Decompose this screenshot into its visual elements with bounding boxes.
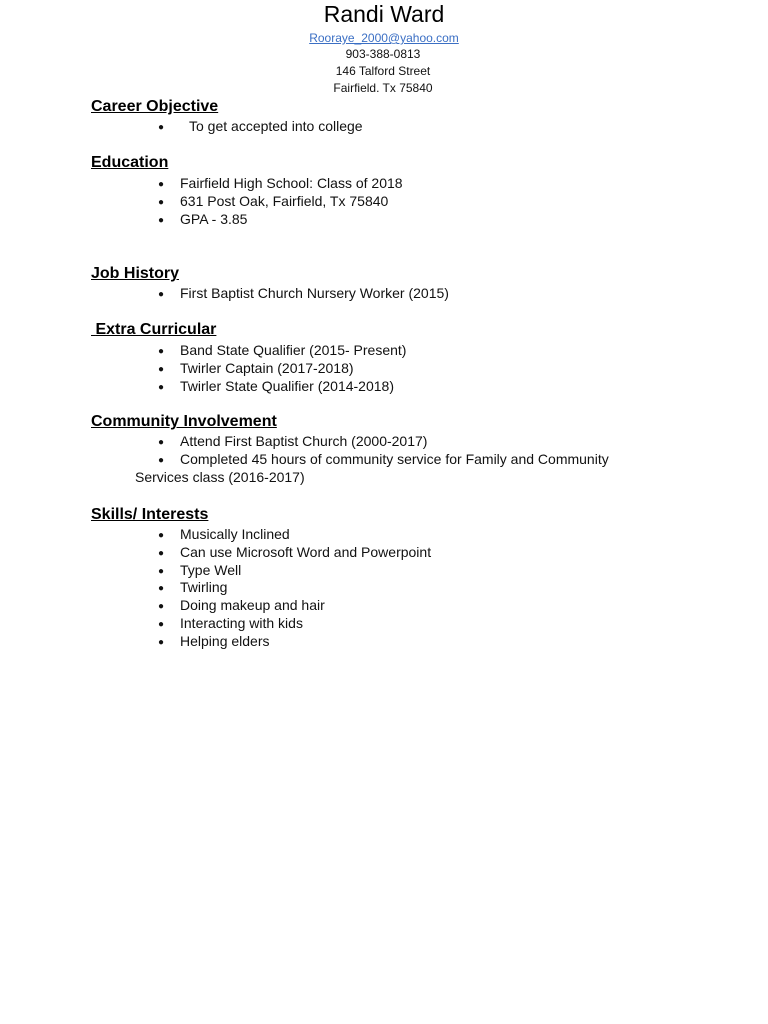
list-item <box>158 117 363 137</box>
list-item <box>158 596 325 616</box>
list-item <box>158 525 290 545</box>
list-item <box>158 284 449 304</box>
resume-name: Randi Ward <box>323 1 445 27</box>
bullet-icon: ● <box>158 289 165 300</box>
bullet-icon: ● <box>158 346 165 357</box>
list-item-text: Fairfield High School: Class of 2018 <box>180 175 403 191</box>
list-item-text: Twirler Captain (2017-2018) <box>180 360 354 376</box>
bullet-icon: ● <box>158 215 165 226</box>
career-objective-heading: Career Objective <box>91 98 219 115</box>
extra-curricular-heading-text: Extra Curricular <box>95 321 217 338</box>
list-item <box>158 450 609 470</box>
street-address: 146 Talford Street <box>335 64 431 78</box>
bullet-icon: ● <box>158 455 165 466</box>
bullet-icon: ● <box>158 619 165 630</box>
bullet-icon: ● <box>158 637 165 648</box>
phone-number: 903-388-0813 <box>345 47 421 61</box>
list-item-continuation: Services class (2016-2017) <box>135 469 305 485</box>
list-item <box>158 632 270 652</box>
list-item-text: Twirling <box>180 579 228 595</box>
list-item-text: Interacting with kids <box>180 615 303 631</box>
community-involvement-heading: Community Involvement <box>91 413 277 430</box>
bullet-icon: ● <box>158 548 165 559</box>
email-link[interactable]: Rooraye_2000@yahoo.com <box>309 31 459 45</box>
bullet-icon: ● <box>158 601 165 612</box>
list-item-text: Can use Microsoft Word and Powerpoint <box>180 544 432 560</box>
list-item-text: Type Well <box>180 562 242 578</box>
list-item <box>158 359 354 379</box>
list-item-text: GPA - 3.85 <box>180 211 248 227</box>
bullet-icon: ● <box>158 122 165 133</box>
list-item-text: Musically Inclined <box>180 526 290 542</box>
list-item-text: Doing makeup and hair <box>180 597 325 613</box>
skills-interests-heading: Skills/ Interests <box>91 506 209 523</box>
list-item <box>158 174 403 194</box>
list-item-text: Completed 45 hours of community service for Family and Community <box>180 451 609 467</box>
bullet-icon: ● <box>158 566 165 577</box>
list-item <box>158 614 303 634</box>
list-item <box>158 341 406 361</box>
list-item <box>158 432 427 452</box>
bullet-icon: ● <box>158 530 165 541</box>
bullet-icon: ● <box>158 364 165 375</box>
list-item-text: First Baptist Church Nursery Worker (2015) <box>180 285 449 301</box>
list-item-text: Attend First Baptist Church (2000-2017) <box>180 433 428 449</box>
bullet-icon: ● <box>158 583 165 594</box>
extra-curricular-heading <box>91 320 216 340</box>
city-address: Fairfield. Tx 75840 <box>333 81 433 95</box>
list-item <box>158 543 431 563</box>
job-history-heading: Job History <box>91 265 180 282</box>
bullet-icon: ● <box>158 179 165 190</box>
list-item-text: Twirler State Qualifier (2014-2018) <box>180 378 394 394</box>
list-item-text: 631 Post Oak, Fairfield, Tx 75840 <box>180 193 389 209</box>
list-item-text: Helping elders <box>180 633 270 649</box>
list-item <box>158 210 247 230</box>
bullet-icon: ● <box>158 197 165 208</box>
bullet-icon: ● <box>158 382 165 393</box>
list-item-text: To get accepted into college <box>189 118 363 134</box>
list-item-text: Band State Qualifier (2015- Present) <box>180 342 407 358</box>
list-item <box>158 377 394 397</box>
education-heading: Education <box>91 154 169 171</box>
list-item <box>158 192 388 212</box>
list-item <box>158 578 227 598</box>
bullet-icon: ● <box>158 437 165 448</box>
